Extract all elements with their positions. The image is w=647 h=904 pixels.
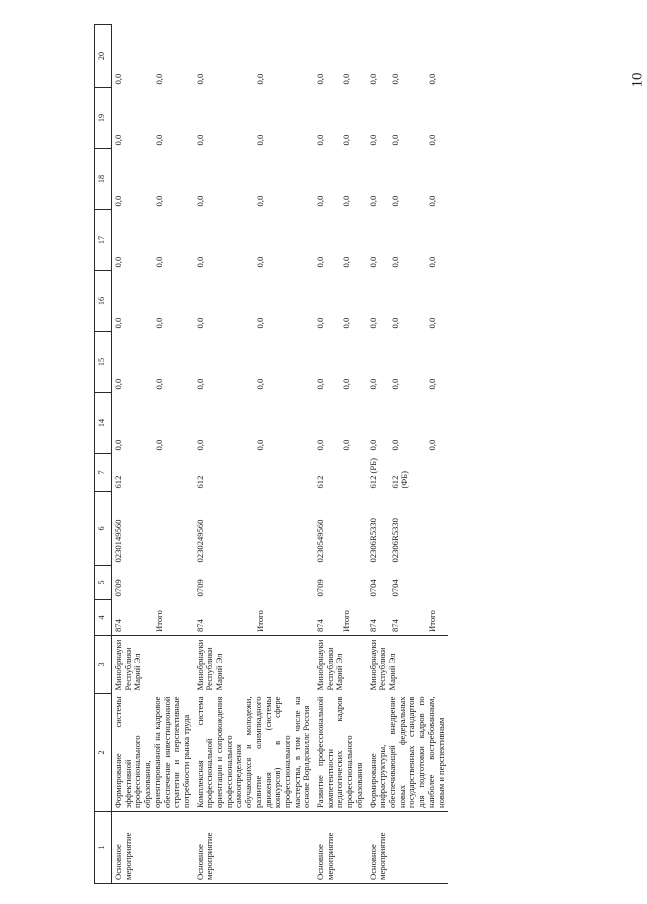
- section-code-cell: 0709: [113, 579, 123, 597]
- executor-cell: Минобрнауки Республики Марий Эл: [315, 639, 345, 691]
- amount-cell: 0,0: [254, 134, 265, 146]
- section-code-cell: [340, 566, 366, 600]
- executor-cell: Минобрнауки Республики Марий Эл: [367, 639, 397, 691]
- amount-cell: 0,0: [341, 378, 352, 390]
- amount-cell: 0,0: [113, 256, 123, 268]
- amount-cell: 0,0: [154, 317, 165, 329]
- table-body: [112, 25, 449, 884]
- header-col-19: 19: [95, 88, 112, 149]
- header-col-2: 2: [95, 694, 112, 812]
- table-row: [314, 25, 340, 884]
- amount-cell: 0,0: [254, 73, 265, 85]
- row-type-cell: Основное мероприятие: [112, 812, 194, 884]
- grbs-code-cell: 874: [389, 600, 427, 636]
- amount-cell: 0,0: [427, 73, 438, 85]
- section-code-cell: [254, 566, 314, 600]
- expense-type-cell: [153, 454, 193, 492]
- amount-cell: 0,0: [367, 256, 378, 268]
- amount-cell: 0,0: [315, 378, 326, 390]
- expense-type-cell: 612: [194, 475, 205, 489]
- amount-cell: 0,0: [113, 134, 123, 146]
- header-col-7: 7: [95, 454, 112, 492]
- table-header-row: [95, 25, 112, 884]
- header-col-6: 6: [95, 492, 112, 566]
- amount-cell: 0,0: [389, 195, 400, 207]
- target-article-cell: [426, 492, 448, 566]
- table-row: [194, 25, 254, 884]
- grbs-code-cell: 874: [314, 600, 340, 636]
- amount-cell: 0,0: [389, 134, 400, 146]
- target-article-cell: [153, 492, 193, 566]
- row-type-cell: Основное мероприятие: [367, 812, 449, 884]
- section-code-cell: 0704: [367, 579, 378, 597]
- amount-cell: 0,0: [367, 73, 378, 85]
- header-col-20: 20: [95, 25, 112, 88]
- target-article-cell: 0230249560: [194, 519, 205, 563]
- amount-cell: 0,0: [315, 73, 326, 85]
- amount-cell: 0,0: [341, 439, 352, 451]
- header-col-17: 17: [95, 210, 112, 271]
- amount-cell: 0,0: [389, 317, 400, 329]
- amount-cell: 0,0: [341, 134, 352, 146]
- target-article-cell: [254, 492, 314, 566]
- amount-cell: 0,0: [341, 256, 352, 268]
- expense-type-cell: 612 (РБ): [367, 458, 378, 489]
- header-col-18: 18: [95, 149, 112, 210]
- amount-cell: 0,0: [154, 73, 165, 85]
- amount-cell: 0,0: [389, 256, 400, 268]
- expense-type-cell: 612: [113, 475, 123, 489]
- amount-cell: 0,0: [367, 378, 378, 390]
- amount-cell: 0,0: [389, 378, 400, 390]
- target-article-cell: 0230149560: [113, 519, 123, 563]
- expense-type-cell: 612: [315, 475, 326, 489]
- header-col-15: 15: [95, 332, 112, 393]
- amount-cell: 0,0: [113, 195, 123, 207]
- table-row: [367, 25, 389, 884]
- amount-cell: 0,0: [194, 378, 205, 390]
- grbs-code-cell: Итого: [254, 600, 314, 636]
- activity-name-cell: Формирование системы эффективной профессионального образования, ориентированной на кадровое обеспечение инвестиционной стратегии и перспективные потребности рынка труда: [113, 696, 191, 808]
- executor-cell: Минобрнауки Республики Марий Эл: [194, 639, 225, 691]
- page-number: 10: [629, 72, 646, 88]
- header-col-16: 16: [95, 271, 112, 332]
- section-code-cell: 0704: [389, 579, 400, 597]
- header-col-1: 1: [95, 812, 112, 884]
- amount-cell: 0,0: [427, 317, 438, 329]
- grbs-code-cell: Итого: [426, 600, 448, 636]
- amount-cell: 0,0: [254, 439, 265, 451]
- amount-cell: 0,0: [154, 195, 165, 207]
- executor-cell: Минобрнауки Республики Марий Эл: [113, 639, 143, 691]
- activity-name-cell: Формирование инфраструктуры, обеспечивающей внедрение новых федеральных государственных стандартов для подготовки кадров по наиболее востребованным, новым и перспективным: [367, 696, 446, 808]
- row-type-cell: Основное мероприятие: [314, 812, 367, 884]
- amount-cell: 0,0: [367, 317, 378, 329]
- amount-cell: 0,0: [427, 378, 438, 390]
- section-code-cell: [153, 566, 193, 600]
- amount-cell: 0,0: [341, 73, 352, 85]
- amount-cell: 0,0: [194, 439, 205, 451]
- amount-cell: 0,0: [154, 439, 165, 451]
- target-article-cell: [340, 492, 366, 566]
- amount-cell: 0,0: [315, 195, 326, 207]
- amount-cell: 0,0: [154, 256, 165, 268]
- expense-type-cell: 612 (ФБ): [389, 471, 410, 489]
- amount-cell: 0,0: [427, 439, 438, 451]
- amount-cell: 0,0: [341, 317, 352, 329]
- amount-cell: 0,0: [194, 73, 205, 85]
- expense-type-cell: [340, 454, 366, 492]
- amount-cell: 0,0: [194, 134, 205, 146]
- expense-type-cell: [254, 454, 314, 492]
- amount-cell: 0,0: [389, 73, 400, 85]
- grbs-code-cell: Итого: [340, 600, 366, 636]
- amount-cell: 0,0: [113, 317, 123, 329]
- amount-cell: 0,0: [367, 134, 378, 146]
- header-col-3: 3: [95, 636, 112, 694]
- amount-cell: 0,0: [154, 134, 165, 146]
- amount-cell: 0,0: [254, 195, 265, 207]
- amount-cell: 0,0: [113, 439, 123, 451]
- amount-cell: 0,0: [315, 134, 326, 146]
- amount-cell: 0,0: [367, 439, 378, 451]
- amount-cell: 0,0: [315, 256, 326, 268]
- amount-cell: 0,0: [154, 378, 165, 390]
- expense-type-cell: [426, 454, 448, 492]
- header-col-14: 14: [95, 393, 112, 454]
- amount-cell: 0,0: [367, 195, 378, 207]
- amount-cell: 0,0: [341, 195, 352, 207]
- target-article-cell: 02306R5330: [389, 518, 400, 563]
- header-col-4: 4: [95, 600, 112, 636]
- amount-cell: 0,0: [113, 378, 123, 390]
- amount-cell: 0,0: [194, 256, 205, 268]
- amount-cell: 0,0: [427, 134, 438, 146]
- activity-name-cell: Комплексная система профессиональной ориентации и сопровождения профессионального самоопределения обучающихся и молодежи, развитие олимпиадного движения (системы конкурсов) в сфере профессионального мастерства, в том числе на основе Ворлдскиллс Россия: [194, 696, 312, 808]
- amount-cell: 0,0: [254, 378, 265, 390]
- target-article-cell: 02306R5330: [367, 518, 378, 563]
- amount-cell: 0,0: [194, 317, 205, 329]
- section-code-cell: [426, 566, 448, 600]
- amount-cell: 0,0: [254, 256, 265, 268]
- section-code-cell: 0709: [315, 579, 326, 597]
- table-row: [112, 25, 154, 884]
- amount-cell: 0,0: [194, 195, 205, 207]
- grbs-code-cell: 874: [112, 600, 154, 636]
- amount-cell: 0,0: [315, 439, 326, 451]
- activity-name-cell: Развитие профессиональной компетентности педагогических кадров профессионального образования: [315, 696, 364, 808]
- amount-cell: 0,0: [315, 317, 326, 329]
- amount-cell: 0,0: [113, 73, 123, 85]
- grbs-code-cell: 874: [194, 600, 254, 636]
- budget-table: [94, 24, 448, 884]
- header-col-5: 5: [95, 566, 112, 600]
- rotated-landscape-sheet: [94, 24, 574, 884]
- grbs-code-cell: Итого: [153, 600, 193, 636]
- grbs-code-cell: 874: [367, 600, 389, 636]
- amount-cell: 0,0: [427, 195, 438, 207]
- target-article-cell: 0230549560: [315, 519, 326, 563]
- amount-cell: 0,0: [254, 317, 265, 329]
- row-type-cell: Основное мероприятие: [194, 812, 314, 884]
- amount-cell: 0,0: [389, 439, 400, 451]
- amount-cell: 0,0: [427, 256, 438, 268]
- section-code-cell: 0709: [194, 579, 205, 597]
